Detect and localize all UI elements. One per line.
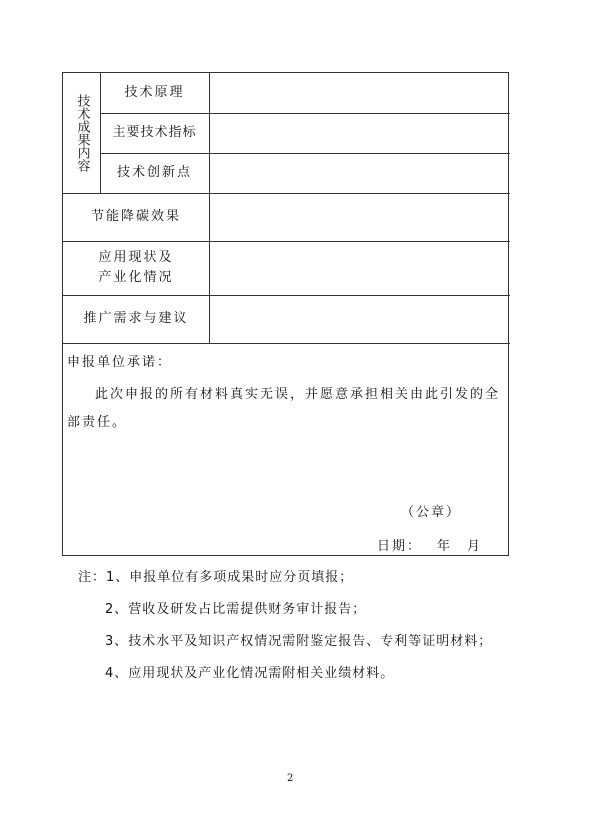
application-form-table (62, 72, 509, 556)
application-status-input-cell[interactable] (209, 241, 510, 295)
row-label-cell (100, 113, 209, 153)
page-number: 2 (287, 773, 294, 784)
row-label-cell (100, 153, 209, 193)
row-label-cell (63, 193, 209, 241)
row-label-main-indicators: 主要技术指标 (112, 125, 197, 140)
row-label-cell (100, 73, 209, 113)
row-label-application-status-line2: 产业化情况 (98, 270, 174, 285)
row-label-promotion: 推广需求与建议 (83, 311, 189, 326)
row-label-cell (63, 241, 209, 295)
row-label-cell (63, 295, 209, 343)
promise-body: 此次申报的所有材料真实无误，并愿意承担相关由此引发的全部责任。 (67, 387, 501, 430)
promotion-input-cell[interactable] (209, 295, 510, 343)
year-label: 年 (437, 539, 451, 554)
month-label: 月 (467, 539, 481, 554)
note-item: 注：1、申报单位有多项成果时应分页填报； (78, 570, 354, 585)
row-label-energy-saving: 节能降碳效果 (90, 209, 181, 224)
note-item: 3、技术水平及知识产权情况需附鉴定报告、专利等证明材料； (105, 634, 493, 649)
main-indicators-input-cell[interactable] (209, 113, 510, 153)
tech-principle-input-cell[interactable] (209, 73, 510, 113)
energy-saving-input-cell[interactable] (209, 193, 510, 241)
row-label-tech-principle: 技术原理 (124, 85, 185, 100)
row-label-application-status-line1: 应用现状及 (98, 250, 174, 265)
row-divider (63, 343, 510, 344)
innovation-input-cell[interactable] (209, 153, 510, 193)
note-item: 2、营收及研发占比需提供财务审计报告； (105, 602, 367, 617)
row-label-innovation: 技术创新点 (116, 165, 192, 180)
promise-title: 申报单位承诺： (67, 355, 173, 370)
note-item: 4、应用现状及产业化情况需附相关业绩材料。 (105, 666, 395, 681)
tech-content-group-cell (63, 73, 100, 193)
date-label: 日期： (377, 539, 423, 554)
official-seal-label: （公章） (401, 505, 462, 520)
tech-content-group-label: 技术成果内容 (74, 94, 90, 172)
